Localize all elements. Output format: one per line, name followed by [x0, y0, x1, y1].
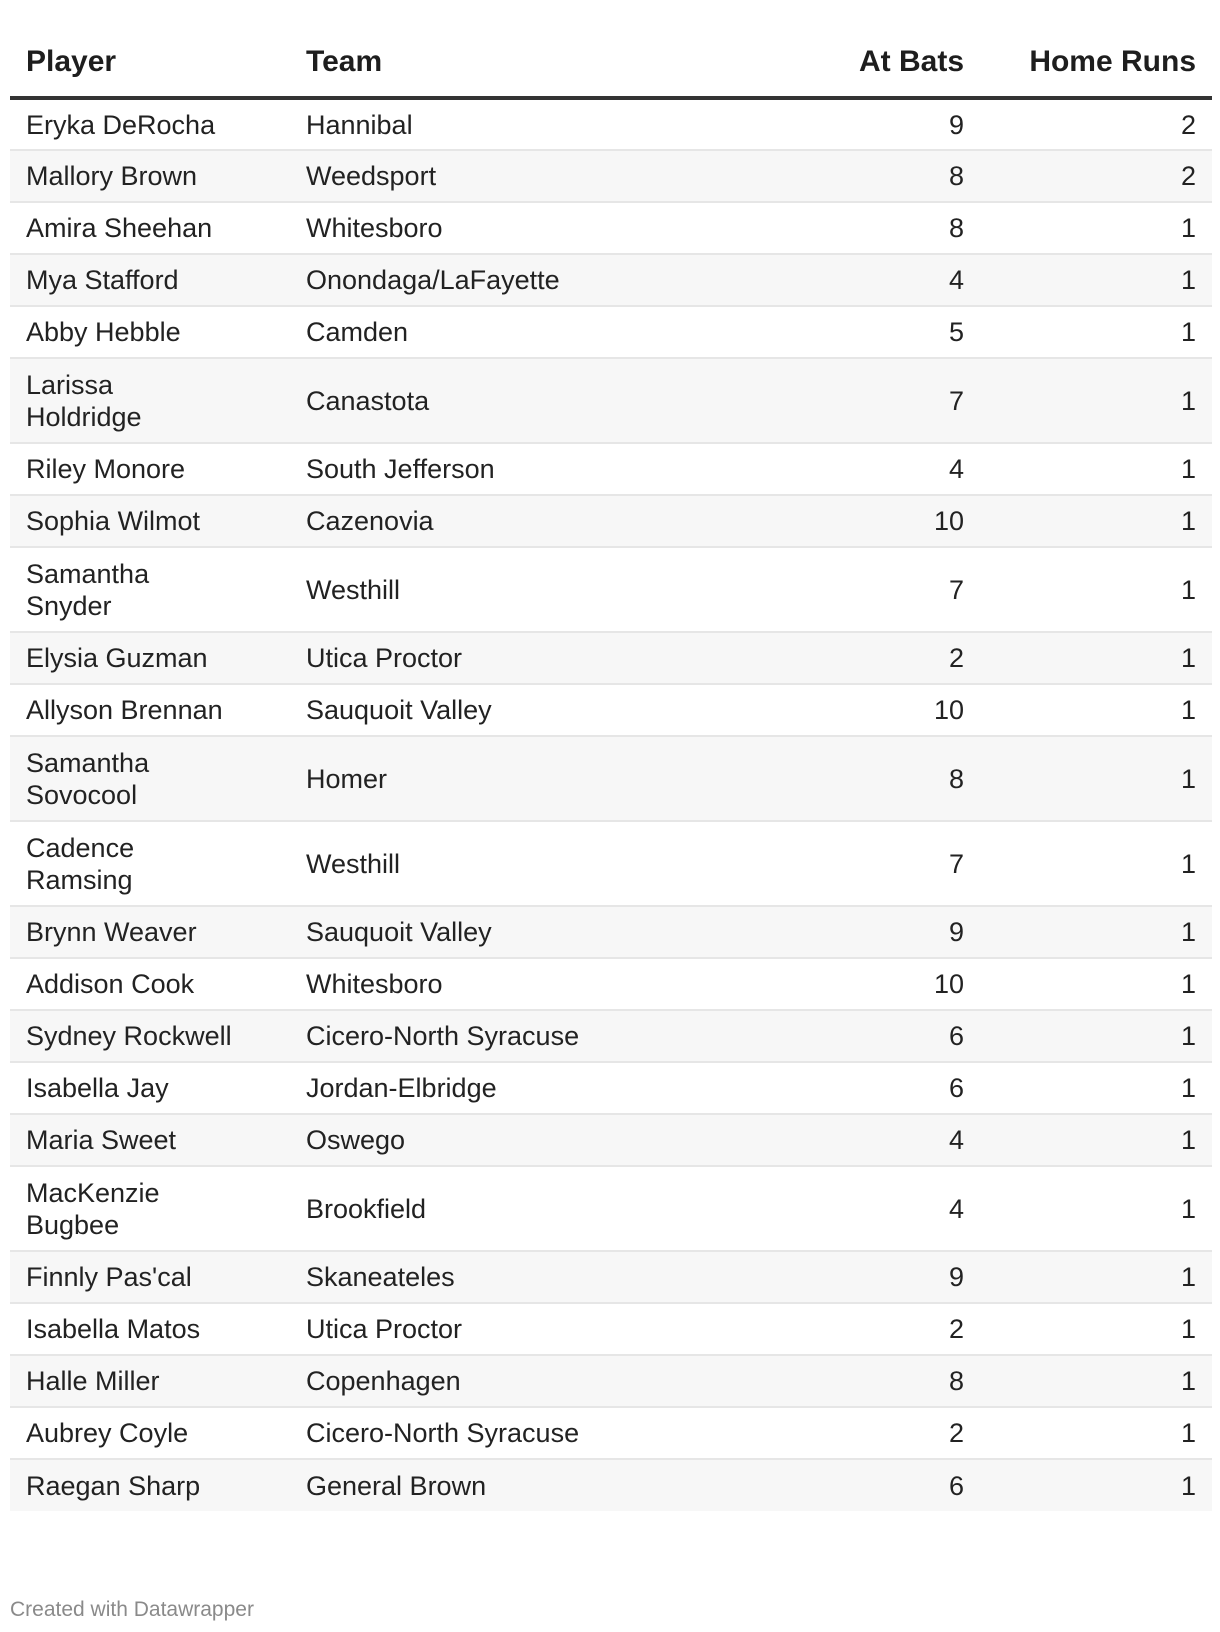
cell-home-runs: 1 [980, 958, 1212, 1010]
cell-at-bats: 7 [770, 547, 980, 632]
cell-team: South Jefferson [290, 443, 770, 495]
table-row [10, 1010, 1212, 1062]
cell-player: MacKenzie Bugbee [10, 1166, 290, 1251]
cell-at-bats: 2 [770, 1407, 980, 1459]
cell-home-runs: 1 [980, 1010, 1212, 1062]
cell-player: Samantha Snyder [10, 547, 290, 632]
cell-player: Mya Stafford [10, 254, 290, 306]
cell-home-runs: 1 [980, 821, 1212, 906]
cell-team: Utica Proctor [290, 632, 770, 684]
cell-player: Samantha Sovocool [10, 736, 290, 821]
cell-at-bats: 9 [770, 906, 980, 958]
cell-at-bats: 2 [770, 632, 980, 684]
table-row [10, 202, 1212, 254]
cell-team: Westhill [290, 547, 770, 632]
table-row [10, 150, 1212, 202]
cell-team: Cicero-North Syracuse [290, 1407, 770, 1459]
cell-team: Weedsport [290, 150, 770, 202]
cell-team: Canastota [290, 358, 770, 443]
table-row [10, 443, 1212, 495]
table-row [10, 1303, 1212, 1355]
table-row [10, 1114, 1212, 1166]
cell-player: Aubrey Coyle [10, 1407, 290, 1459]
cell-at-bats: 8 [770, 150, 980, 202]
cell-at-bats: 5 [770, 306, 980, 358]
table-body [10, 98, 1212, 1511]
cell-at-bats: 4 [770, 1166, 980, 1251]
table-row [10, 906, 1212, 958]
cell-team: Onondaga/LaFayette [290, 254, 770, 306]
table-row [10, 98, 1212, 150]
cell-at-bats: 8 [770, 202, 980, 254]
table-row [10, 1407, 1212, 1459]
cell-player: Mallory Brown [10, 150, 290, 202]
cell-player: Larissa Holdridge [10, 358, 290, 443]
cell-team: Utica Proctor [290, 1303, 770, 1355]
stats-table-container [10, 28, 1212, 1511]
cell-team: Whitesboro [290, 202, 770, 254]
table-row [10, 495, 1212, 547]
cell-at-bats: 8 [770, 736, 980, 821]
table-row [10, 1166, 1212, 1251]
cell-home-runs: 1 [980, 1251, 1212, 1303]
cell-at-bats: 7 [770, 358, 980, 443]
cell-home-runs: 1 [980, 1459, 1212, 1511]
cell-home-runs: 1 [980, 736, 1212, 821]
table-row [10, 254, 1212, 306]
column-header-home-runs[interactable]: Home Runs [980, 28, 1212, 98]
cell-at-bats: 9 [770, 98, 980, 150]
table-row [10, 306, 1212, 358]
cell-team: Cazenovia [290, 495, 770, 547]
cell-player: Raegan Sharp [10, 1459, 290, 1511]
cell-player: Allyson Brennan [10, 684, 290, 736]
table-row [10, 1062, 1212, 1114]
cell-team: Cicero-North Syracuse [290, 1010, 770, 1062]
column-header-at-bats[interactable]: At Bats [770, 28, 980, 98]
cell-home-runs: 1 [980, 358, 1212, 443]
table-row [10, 821, 1212, 906]
cell-home-runs: 1 [980, 1407, 1212, 1459]
cell-at-bats: 4 [770, 254, 980, 306]
cell-home-runs: 1 [980, 1166, 1212, 1251]
header-row [10, 28, 1212, 98]
cell-team: Brookfield [290, 1166, 770, 1251]
cell-at-bats: 4 [770, 1114, 980, 1166]
cell-home-runs: 1 [980, 495, 1212, 547]
datawrapper-credit: Created with Datawrapper [10, 1598, 254, 1621]
cell-player: Halle Miller [10, 1355, 290, 1407]
cell-team: Hannibal [290, 98, 770, 150]
cell-home-runs: 1 [980, 202, 1212, 254]
cell-player: Maria Sweet [10, 1114, 290, 1166]
cell-home-runs: 1 [980, 306, 1212, 358]
table-row [10, 684, 1212, 736]
cell-at-bats: 4 [770, 443, 980, 495]
cell-player: Isabella Matos [10, 1303, 290, 1355]
cell-home-runs: 2 [980, 150, 1212, 202]
cell-team: Sauquoit Valley [290, 684, 770, 736]
cell-at-bats: 2 [770, 1303, 980, 1355]
table-row [10, 1251, 1212, 1303]
cell-at-bats: 7 [770, 821, 980, 906]
cell-at-bats: 8 [770, 1355, 980, 1407]
cell-home-runs: 1 [980, 443, 1212, 495]
table-header [10, 28, 1212, 98]
cell-home-runs: 1 [980, 906, 1212, 958]
column-header-player[interactable]: Player [10, 28, 290, 98]
cell-team: Camden [290, 306, 770, 358]
table-row [10, 632, 1212, 684]
cell-team: Homer [290, 736, 770, 821]
cell-home-runs: 1 [980, 547, 1212, 632]
cell-team: General Brown [290, 1459, 770, 1511]
table-row [10, 1355, 1212, 1407]
cell-at-bats: 6 [770, 1010, 980, 1062]
cell-home-runs: 1 [980, 1114, 1212, 1166]
cell-at-bats: 10 [770, 495, 980, 547]
cell-player: Sydney Rockwell [10, 1010, 290, 1062]
cell-player: Sophia Wilmot [10, 495, 290, 547]
cell-at-bats: 9 [770, 1251, 980, 1303]
cell-player: Finnly Pas'cal [10, 1251, 290, 1303]
cell-at-bats: 6 [770, 1459, 980, 1511]
cell-player: Cadence Ramsing [10, 821, 290, 906]
table-row [10, 547, 1212, 632]
cell-at-bats: 10 [770, 958, 980, 1010]
cell-home-runs: 1 [980, 684, 1212, 736]
table-row [10, 358, 1212, 443]
cell-player: Brynn Weaver [10, 906, 290, 958]
cell-team: Skaneateles [290, 1251, 770, 1303]
table-row [10, 958, 1212, 1010]
cell-home-runs: 1 [980, 1303, 1212, 1355]
table-row [10, 1459, 1212, 1511]
cell-at-bats: 6 [770, 1062, 980, 1114]
cell-player: Amira Sheehan [10, 202, 290, 254]
cell-team: Jordan-Elbridge [290, 1062, 770, 1114]
cell-player: Elysia Guzman [10, 632, 290, 684]
cell-at-bats: 10 [770, 684, 980, 736]
cell-home-runs: 1 [980, 632, 1212, 684]
cell-player: Eryka DeRocha [10, 98, 290, 150]
table-row [10, 736, 1212, 821]
cell-home-runs: 1 [980, 254, 1212, 306]
column-header-team[interactable]: Team [290, 28, 770, 98]
cell-team: Copenhagen [290, 1355, 770, 1407]
cell-player: Addison Cook [10, 958, 290, 1010]
cell-player: Isabella Jay [10, 1062, 290, 1114]
cell-team: Sauquoit Valley [290, 906, 770, 958]
cell-home-runs: 1 [980, 1062, 1212, 1114]
cell-team: Whitesboro [290, 958, 770, 1010]
cell-home-runs: 2 [980, 98, 1212, 150]
cell-player: Riley Monore [10, 443, 290, 495]
cell-player: Abby Hebble [10, 306, 290, 358]
cell-team: Oswego [290, 1114, 770, 1166]
stats-table [10, 28, 1212, 1511]
cell-home-runs: 1 [980, 1355, 1212, 1407]
cell-team: Westhill [290, 821, 770, 906]
